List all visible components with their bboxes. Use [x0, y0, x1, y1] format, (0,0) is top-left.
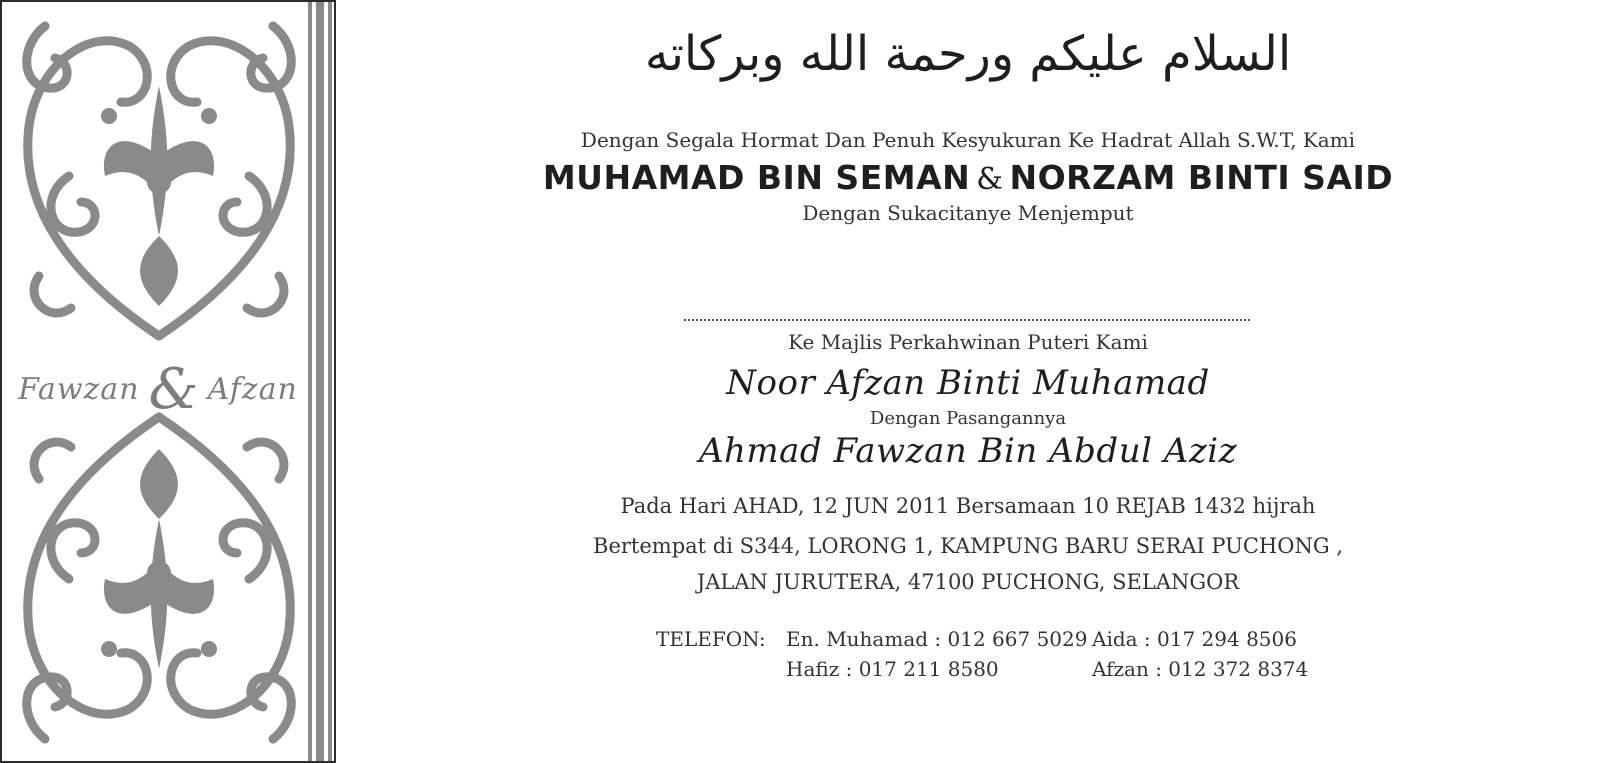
parents-ampersand: & — [976, 162, 1004, 197]
intro-line: Dengan Segala Hormat Dan Penuh Kesyukuran Ke Hadrat Allah S.W.T, Kami — [580, 128, 1356, 152]
logo-groom-name: Fawzan — [18, 372, 140, 407]
floral-ornament-top — [8, 6, 310, 346]
contact-item: En. Muhamad : 012 667 5029 — [786, 627, 1088, 651]
groom-full-name: Ahmad Fawzan Bin Abdul Aziz — [698, 431, 1238, 471]
floral-ornament-bottom — [8, 407, 310, 759]
invitation-text-area — [336, 0, 1600, 763]
bride-full-name: Noor Afzan Binti Muhamad — [726, 363, 1210, 403]
contacts-block — [656, 627, 1309, 691]
contact-item: Hafiz : 017 211 8580 — [786, 657, 999, 681]
event-venue-line-1: Bertempat di S344, LORONG 1, KAMPUNG BARU SERAI PUCHONG , — [593, 534, 1343, 558]
father-name: MUHAMAD BIN SEMAN — [542, 158, 971, 197]
event-date-line: Pada Hari AHAD, 12 JUN 2011 Bersamaan 10 REJAB 1432 hijrah — [620, 494, 1316, 518]
invite-line: Dengan Sukacitanye Menjemput — [802, 201, 1134, 225]
partner-line: Dengan Pasangannya — [869, 408, 1067, 429]
arabic-greeting: السلام عليكم ورحمة الله وبركاته — [644, 26, 1292, 82]
border-stripe — [316, 2, 324, 761]
logo-ampersand: & — [148, 357, 199, 422]
guest-name-dotted-line — [684, 319, 1250, 321]
border-stripe — [308, 2, 312, 761]
contact-item: Afzan : 012 372 8374 — [1092, 657, 1309, 681]
ornamental-side-panel — [0, 0, 336, 763]
mother-name: NORZAM BINTI SAID — [1009, 158, 1394, 197]
event-venue-line-2: JALAN JURUTERA, 47100 PUCHONG, SELANGOR — [696, 570, 1240, 594]
parents-names — [336, 158, 1600, 197]
majlis-line: Ke Majlis Perkahwinan Puteri Kami — [788, 330, 1148, 354]
contacts-label: TELEFON: — [656, 627, 766, 651]
logo-bride-name: Afzan — [207, 372, 298, 407]
contact-item: Aida : 017 294 8506 — [1092, 627, 1297, 651]
border-stripe — [328, 2, 332, 761]
